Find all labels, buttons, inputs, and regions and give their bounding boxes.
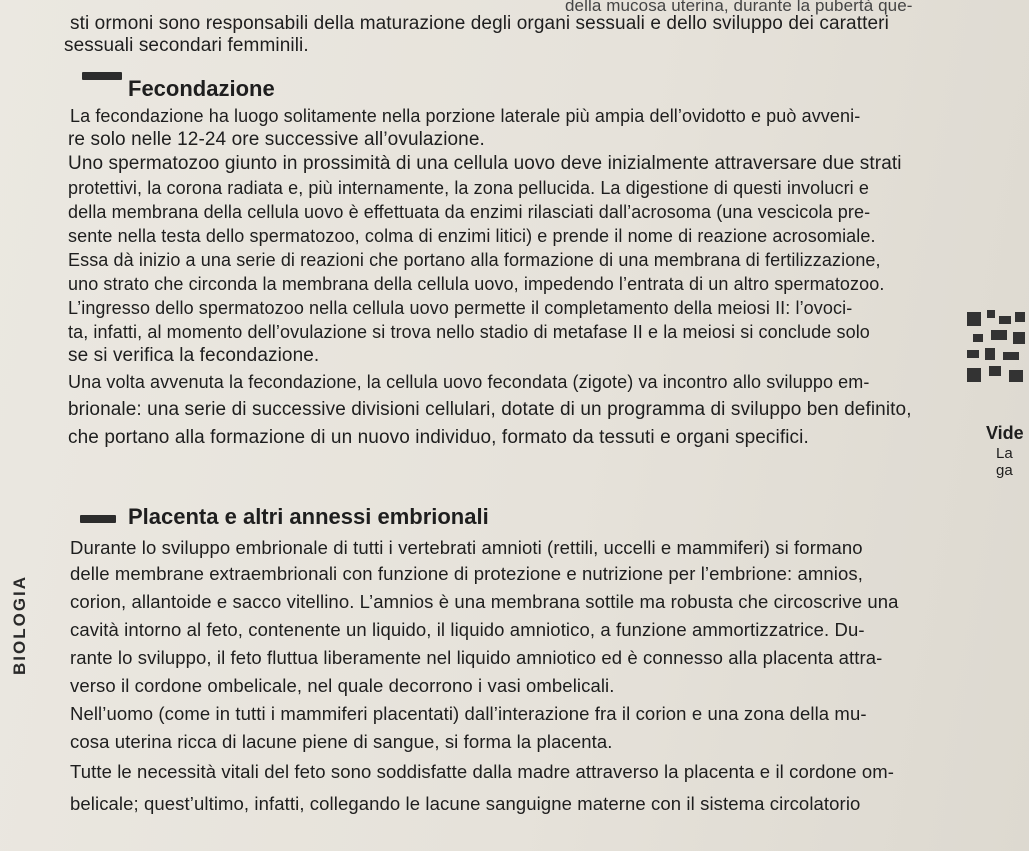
side-label-biologia: BIOLOGIA: [10, 574, 29, 675]
paragraph-line: delle membrane extraembrionali con funzione di protezione e nutrizione per l’embrione: amnios,: [70, 563, 863, 584]
paragraph-line: Nell’uomo (come in tutti i mammiferi placentati) dall’interazione fra il corion e una zona della mu-: [70, 703, 867, 724]
paragraph-line: se si verifica la fecondazione.: [68, 345, 320, 366]
paragraph-line: Essa dà inizio a una serie di reazioni che portano alla formazione di una membrana di fertilizzazione,: [68, 250, 881, 270]
paragraph-line: verso il cordone ombelicale, nel quale decorrono i vasi ombelicali.: [70, 675, 615, 696]
paragraph-line: belicale; quest’ultimo, infatti, collegando le lacune sanguigne materne con il sistema circolatorio: [70, 793, 861, 814]
intro-line-1: sti ormoni sono responsabili della maturazione degli organi sessuali e dello sviluppo dei caratteri: [70, 13, 889, 34]
sidebar-vide-label: Vide: [986, 423, 1024, 443]
paragraph-line: che portano alla formazione di un nuovo individuo, formato da tessuti e organi specifici.: [68, 427, 809, 448]
paragraph-line: Tutte le necessità vitali del feto sono soddisfatte dalla madre attraverso la placenta e il cordone om-: [70, 761, 895, 782]
paragraph-line: corion, allantoide e sacco vitellino. L’amnios è una membrana sottile ma robusta che circoscrive una: [70, 591, 899, 612]
sidebar-laga-label: La ga: [996, 445, 1013, 479]
paragraph-line: cosa uterina ricca di lacune piene di sangue, si forma la placenta.: [70, 731, 613, 752]
paragraph-line: L’ingresso dello spermatozoo nella cellula uovo permette il completamento della meiosi II: l’ovoci-: [68, 298, 853, 318]
paragraph-line: protettivi, la corona radiata e, più internamente, la zona pellucida. La digestione di questi involucri e: [68, 178, 869, 198]
qr-code-icon[interactable]: [965, 310, 1029, 388]
top-fragment: della mucosa uterina, durante la pubertà que-: [565, 0, 913, 15]
paragraph-line: brionale: una serie di successive divisioni cellulari, dotate di un programma di sviluppo ben definito,: [68, 399, 912, 420]
section-title-placenta: Placenta e altri annessi embrionali: [128, 504, 489, 529]
paragraph-line: cavità intorno al feto, contenente un liquido, il liquido amniotico, a funzione ammortizzatrice. Du-: [70, 619, 865, 640]
paragraph-line: Uno spermatozoo giunto in prossimità di una cellula uovo deve inizialmente attraversare due strati: [68, 153, 902, 174]
paragraph-line: Una volta avvenuta la fecondazione, la cellula uovo fecondata (zigote) va incontro allo sviluppo em-: [68, 372, 870, 392]
section-marker: [80, 515, 116, 523]
paragraph-line: ta, infatti, al momento dell’ovulazione si trova nello stadio di metafase II e la meiosi si conclude solo: [68, 322, 870, 342]
paragraph-line: della membrana della cellula uovo è effettuata da enzimi rilasciati dall’acrosoma (una vescicola pre-: [68, 202, 871, 222]
section-title-fecondazione: Fecondazione: [128, 76, 275, 101]
paragraph-line: Durante lo sviluppo embrionale di tutti i vertebrati amnioti (rettili, uccelli e mammiferi) si formano: [70, 537, 863, 558]
paragraph-line: uno strato che circonda la membrana della cellula uovo, impedendo l’entrata di un altro spermatozoo.: [68, 274, 885, 294]
paragraph-line: rante lo sviluppo, il feto fluttua liberamente nel liquido amniotico ed è connesso alla placenta attra-: [70, 647, 883, 668]
paragraph-line: sente nella testa dello spermatozoo, colma di enzimi litici) e prende il nome di reazione acrosomiale.: [68, 226, 876, 246]
intro-line-2: sessuali secondari femminili.: [64, 35, 309, 56]
paragraph-line: La fecondazione ha luogo solitamente nella porzione laterale più ampia dell’ovidotto e può avveni-: [70, 106, 861, 126]
paragraph-line: re solo nelle 12-24 ore successive all’ovulazione.: [68, 129, 485, 150]
section-marker: [82, 72, 122, 80]
